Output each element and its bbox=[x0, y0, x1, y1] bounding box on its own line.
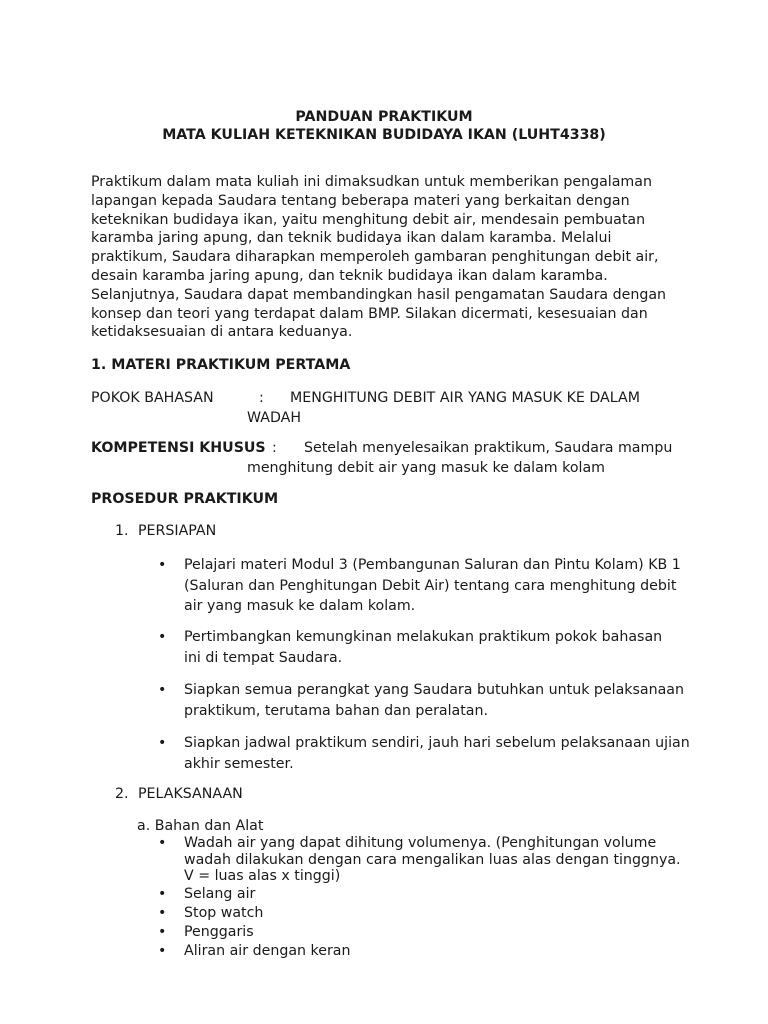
pokok-bahasan-row bbox=[91, 389, 701, 429]
bullet-text-line: Stop watch bbox=[184, 905, 264, 921]
bullet-icon: • bbox=[158, 629, 167, 645]
bullet-icon: • bbox=[158, 924, 167, 940]
bullet-text-line: Aliran air dengan keran bbox=[184, 943, 351, 959]
intro-paragraph: Praktikum dalam mata kuliah ini dimaksudkan untuk memberikan pengalaman lapangan kepada Saudara tentang beberapa materi yang berkaitan dengan keteknikan budidaya ikan, yaitu menghitung debit air, mendesain pembuatan karamba jaring apung, dan teknik budidaya ikan dalam karamba. Melalui praktikum, Saudara diharapkan memperoleh gambaran penghitungan debit air, desain karamba jaring apung, dan teknik budidaya ikan dalam karamba. Selanjutnya, Saudara dapat membandingkan hasil pengamatan Saudara dengan konsep dan teori yang terdapat dalam BMP. Silakan dicermati, kesesuaian dan ketidaksesuaian di antara keduanya. bbox=[91, 174, 667, 341]
step2-item-1 bbox=[158, 835, 698, 887]
step2-number: 2. bbox=[115, 786, 129, 802]
bullet-icon: • bbox=[158, 735, 167, 751]
bullet-icon: • bbox=[158, 557, 167, 573]
bullet-text-line: akhir semester. bbox=[184, 755, 294, 772]
bullet-text-line: Pelajari materi Modul 3 (Pembangunan Saluran dan Pintu Kolam) KB 1 bbox=[184, 557, 681, 573]
bullet-icon: • bbox=[158, 835, 167, 851]
bullet-text-line: Penggaris bbox=[184, 924, 254, 940]
bullet-text-line: (Saluran dan Penghitungan Debit Air) tentang cara menghitung debit bbox=[184, 577, 677, 594]
step2-sub-a: a. Bahan dan Alat bbox=[137, 818, 264, 834]
bullet-icon: • bbox=[158, 886, 167, 902]
bullet-text-line: ini di tempat Saudara. bbox=[184, 649, 343, 666]
step2-label: PELAKSANAAN bbox=[138, 786, 243, 802]
bullet-text-line: air yang masuk ke dalam kolam. bbox=[184, 598, 416, 614]
bullet-text-line: V = luas alas x tinggi) bbox=[184, 868, 341, 885]
doc-title-line1: PANDUAN PRAKTIKUM bbox=[295, 109, 473, 125]
step1-label: PERSIAPAN bbox=[138, 523, 217, 539]
step2-header bbox=[115, 786, 243, 802]
step1-bullet-3 bbox=[158, 680, 698, 722]
bullet-text-line: praktikum, terutama bahan dan peralatan. bbox=[184, 702, 489, 719]
bullet-text-line: Wadah air yang dapat dihitung volumenya. (Penghitungan volume bbox=[184, 835, 657, 851]
bullet-text-line: Pertimbangkan kemungkinan melakukan praktikum pokok bahasan bbox=[184, 629, 663, 645]
step1-header bbox=[115, 523, 216, 539]
doc-title-line2: MATA KULIAH KETEKNIKAN BUDIDAYA IKAN (LUHT4338) bbox=[162, 127, 606, 143]
pokok-bahasan-colon: : bbox=[259, 390, 264, 406]
bullet-text-line: Siapkan jadwal praktikum sendiri, jauh hari sebelum pelaksanaan ujian bbox=[184, 735, 690, 751]
pokok-bahasan-value-line1: MENGHITUNG DEBIT AIR YANG MASUK KE DALAM bbox=[290, 390, 640, 406]
step1-number: 1. bbox=[115, 523, 129, 539]
step1-bullet-2 bbox=[158, 627, 698, 669]
kompetensi-value-line1: Setelah menyelesaikan praktikum, Saudara mampu bbox=[304, 440, 673, 456]
section1-heading: 1. MATERI PRAKTIKUM PERTAMA bbox=[91, 357, 351, 373]
bullet-icon: • bbox=[158, 943, 167, 959]
bullet-text-line: wadah dilakukan dengan cara mengalikan luas alas dengan tinggnya. bbox=[184, 851, 681, 868]
bullet-text-line: Selang air bbox=[184, 886, 256, 902]
kompetensi-label: KOMPETENSI KHUSUS bbox=[91, 440, 266, 456]
bullet-icon: • bbox=[158, 682, 167, 698]
kompetensi-row bbox=[91, 439, 701, 479]
kompetensi-colon: : bbox=[272, 440, 277, 456]
bullet-icon: • bbox=[158, 905, 167, 921]
step1-bullet-1 bbox=[158, 555, 698, 617]
bullet-text-line: Siapkan semua perangkat yang Saudara butuhkan untuk pelaksanaan bbox=[184, 682, 684, 698]
pokok-bahasan-label: POKOK BAHASAN bbox=[91, 390, 214, 406]
kompetensi-value-line2: menghitung debit air yang masuk ke dalam kolam bbox=[247, 459, 605, 476]
pokok-bahasan-value-line2: WADAH bbox=[247, 409, 302, 426]
step1-bullet-4 bbox=[158, 733, 698, 775]
prosedur-heading: PROSEDUR PRAKTIKUM bbox=[91, 491, 279, 507]
